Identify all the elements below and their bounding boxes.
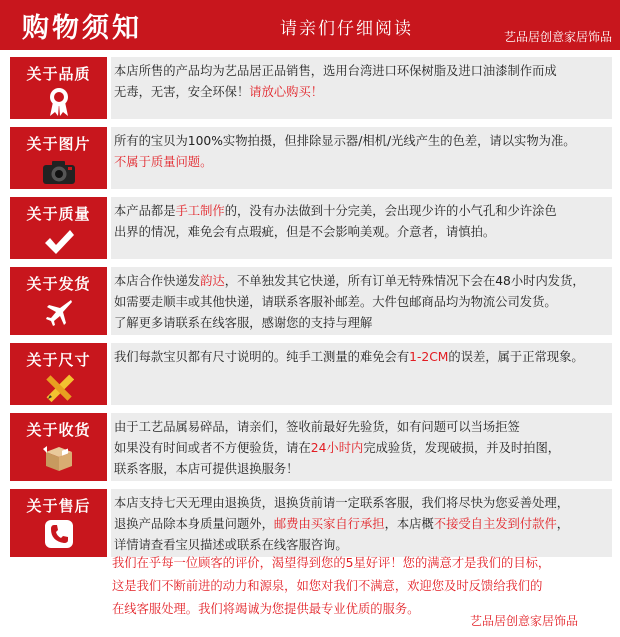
content-line — [114, 347, 604, 368]
content-line — [114, 292, 604, 313]
content-line — [114, 61, 604, 82]
section-label-text: 关于尺寸 — [26, 351, 91, 369]
section-label — [10, 489, 107, 557]
section-label-text: 关于发货 — [26, 275, 91, 293]
section-content — [111, 343, 612, 405]
body-text: 完成验货，发现破损，并及时拍图， — [363, 441, 561, 455]
highlight-text: 手工制作 — [175, 204, 225, 218]
highlight-text: 不接受自主发到付款件 — [433, 517, 557, 531]
content-line — [114, 271, 604, 292]
section-content — [111, 127, 612, 189]
highlight-text: 邮费由买家自行承担 — [273, 517, 385, 531]
highlight-text: 24小时内 — [310, 441, 364, 455]
body-text: 如需要走顺丰或其他快递，请联系客服补邮差。大件包邮商品均为物流公司发货。 — [114, 295, 557, 309]
camera-icon — [37, 157, 81, 187]
highlight-text: 请放心购买！ — [249, 85, 324, 99]
section-label-text: 关于售后 — [26, 497, 91, 515]
notice-row — [10, 127, 612, 189]
airplane-icon — [37, 297, 81, 327]
content-line — [114, 514, 604, 535]
ribbon-icon — [37, 87, 81, 117]
highlight-text: 1-2CM — [409, 350, 449, 364]
body-text: ， — [556, 517, 570, 531]
body-text: ，不单独发其它快递，所有订单无特殊情况下会在48小时内发货， — [224, 274, 585, 288]
phone-icon — [37, 519, 81, 549]
body-text: 本店合作快递发 — [114, 274, 201, 288]
section-content — [111, 267, 612, 335]
notice-sections — [10, 57, 612, 565]
ruler-pencil-icon — [37, 373, 81, 403]
notice-row — [10, 343, 612, 405]
section-content — [111, 57, 612, 119]
section-label — [10, 57, 107, 119]
content-line — [114, 313, 604, 334]
body-text: 所有的宝贝为100%实物拍摄，但排除显示器/相机/光线产生的色差，请以实物为准。 — [114, 134, 576, 148]
page-title: 购物须知 — [22, 13, 142, 44]
footer-line: 这是我们不断前进的动力和源泉，如您对我们不满意，欢迎您及时反馈给我们的 — [112, 579, 543, 593]
section-content — [111, 489, 612, 557]
package-icon — [37, 443, 81, 473]
content-line — [114, 82, 604, 103]
header-banner — [0, 0, 620, 50]
content-line — [114, 131, 604, 152]
notice-row — [10, 57, 612, 119]
content-line — [114, 438, 604, 459]
body-text: ，本店概 — [384, 517, 434, 531]
highlight-text: 韵达 — [200, 274, 225, 288]
brand-name: 艺品居创意家居饰品 — [503, 30, 612, 44]
section-label-text: 关于品质 — [26, 65, 91, 83]
content-line — [114, 493, 604, 514]
body-text: 如果没有时间或者不方便验货，请在 — [114, 441, 311, 455]
body-text: 我们每款宝贝都有尺寸说明的。纯手工测量的难免会有 — [114, 350, 410, 364]
notice-row — [10, 413, 612, 481]
notice-row — [10, 267, 612, 335]
content-line — [114, 417, 604, 438]
notice-row — [10, 489, 612, 557]
footer-line: 我们在乎每一位顾客的评价，渴望得到您的5星好评！您的满意才是我们的目标， — [112, 556, 551, 570]
body-text: 退换产品除本身质量问题外， — [114, 517, 274, 531]
section-label — [10, 127, 107, 189]
footer-brand: 艺品居创意家居饰品 — [470, 614, 579, 628]
body-text: 由于工艺品属易碎品，请亲们，签收前最好先验货，如有问题可以当场拒签 — [114, 420, 520, 434]
checkmark-icon — [37, 227, 81, 257]
section-label — [10, 343, 107, 405]
section-label — [10, 197, 107, 259]
notice-row — [10, 197, 612, 259]
content-line — [114, 222, 604, 243]
highlight-text: 不属于质量问题。 — [114, 155, 213, 169]
body-text: 的，没有办法做到十分完美，会出现少许的小气孔和少许涂色 — [224, 204, 557, 218]
section-content — [111, 197, 612, 259]
section-label-text: 关于质量 — [26, 205, 91, 223]
body-text: 了解更多请联系在线客服，感谢您的支持与理解 — [114, 316, 373, 330]
body-text: 本店所售的产品均为艺品居正品销售，选用台湾进口环保树脂及进口油漆制作而成 — [114, 64, 557, 78]
footer-message — [112, 552, 612, 621]
section-label-text: 关于收货 — [26, 421, 91, 439]
section-label — [10, 267, 107, 335]
page-subtitle: 请亲们仔细阅读 — [280, 19, 413, 39]
content-line — [114, 152, 604, 173]
content-line — [114, 459, 604, 480]
footer-line: 在线客服处理。我们将竭诚为您提供最专业优质的服务。 — [112, 602, 420, 616]
body-text: 详情请查看宝贝描述或联系在线客服咨询。 — [114, 538, 348, 552]
body-text: 本产品都是 — [114, 204, 176, 218]
content-line — [114, 201, 604, 222]
body-text: 的误差，属于正常现象。 — [448, 350, 584, 364]
section-label — [10, 413, 107, 481]
body-text: 无毒，无害，安全环保！ — [114, 85, 250, 99]
body-text: 本店支持七天无理由退换货，退换货前请一定联系客服，我们将尽快为您妥善处理， — [114, 496, 569, 510]
body-text: 出界的情况，难免会有点瑕疵，但是不会影响美观。介意者，请慎拍。 — [114, 225, 496, 239]
section-label-text: 关于图片 — [26, 135, 91, 153]
body-text: 联系客服，本店可提供退换服务！ — [114, 462, 299, 476]
section-content — [111, 413, 612, 481]
